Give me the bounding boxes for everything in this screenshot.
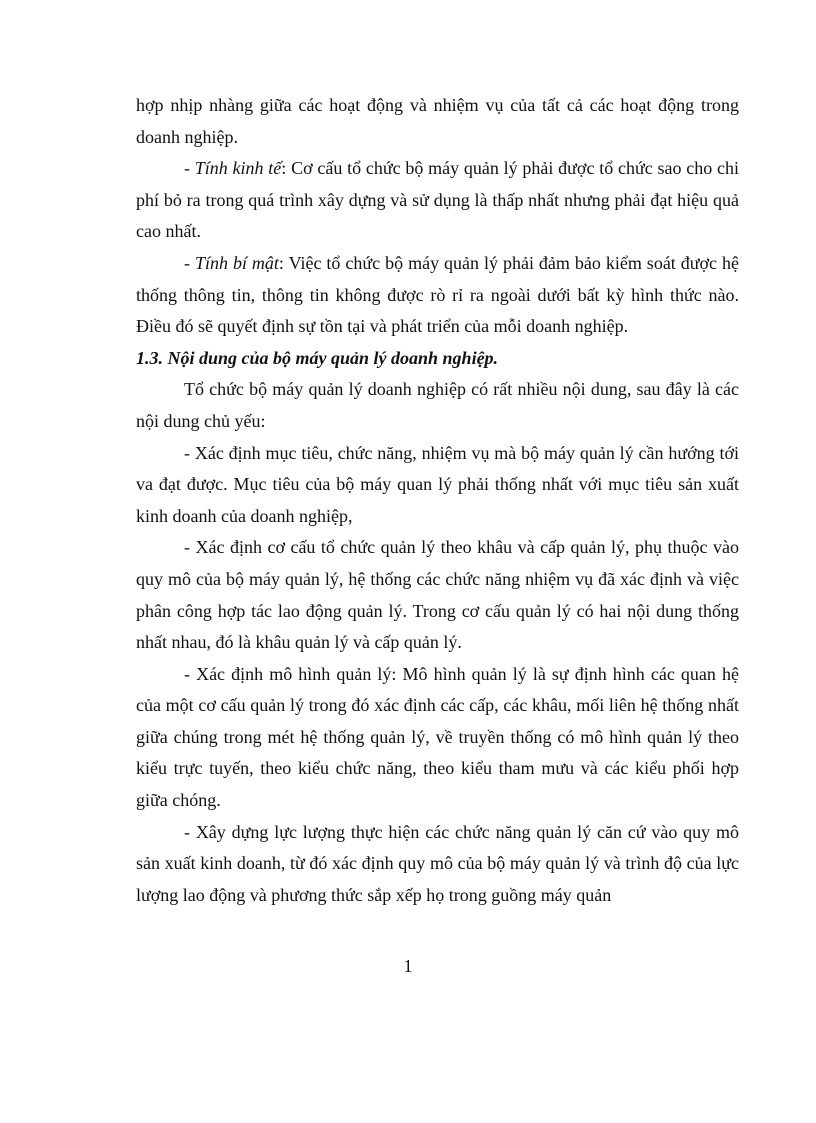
paragraph-workforce <box>136 817 739 912</box>
paragraph-text: - Xác định cơ cấu tổ chức quản lý theo khâu và cấp quản lý, phụ thuộc vào quy mô của bộ máy quản lý, hệ thống các chức năng nhiệm vụ đã xác định và việc phân công hợp tác lao động quản lý. Trong cơ cấu quản lý có hai nội dung thống nhất nhau, đó là khâu quản lý và cấp quản lý. <box>136 537 739 653</box>
paragraph-structure <box>136 532 739 658</box>
paragraph-text: Tổ chức bộ máy quản lý doanh nghiệp có rất nhiều nội dung, sau đây là các nội dung chủ yếu: <box>136 379 739 431</box>
page-number: 1 <box>403 956 413 976</box>
paragraph-text: : Cơ cấu tổ chức bộ máy quản lý phải được tổ chức sao cho chi phí bỏ ra trong quá trình xây dựng và sử dụng là thấp nhất nhưng phải đạt hiệu quả cao nhất. <box>136 158 739 242</box>
section-heading: 1.3. Nội dung của bộ máy quản lý doanh nghiệp. <box>136 347 499 368</box>
document-body <box>136 90 739 911</box>
paragraph-continuation <box>136 90 739 153</box>
dash-prefix: - <box>184 252 195 273</box>
paragraph-text: - Xác định mục tiêu, chức năng, nhiệm vụ mà bộ máy quản lý cần hướng tới va đạt được. Mục tiêu của bộ máy quan lý phải thống nhất với mục tiêu sản xuất kinh doanh của doanh nghiệp, <box>136 442 739 526</box>
paragraph-text: - Xây dựng lực lượng thực hiện các chức năng quản lý căn cứ vào quy mô sản xuất kinh doanh, từ đó xác định quy mô của bộ máy quản lý và trình độ của lực lượng lao động và phương thức sắp xếp họ trong guồng máy quản <box>136 821 739 905</box>
term-secrecy: Tính bí mật <box>194 252 279 273</box>
paragraph-objectives <box>136 438 739 533</box>
paragraph-text: hợp nhịp nhàng giữa các hoạt động và nhiệm vụ của tất cả các hoạt động trong doanh nghiệp. <box>136 95 739 147</box>
paragraph-intro <box>136 374 739 437</box>
paragraph-text: : Việc tổ chức bộ máy quản lý phải đảm bảo kiểm soát được hệ thống thông tin, thông tin không được rò rỉ ra ngoài dưới bất kỳ hình thức nào. Điều đó sẽ quyết định sự tồn tại và phát triển của mỗi doanh nghiệp. <box>136 252 739 337</box>
paragraph-text: - Xác định mô hình quản lý: Mô hình quản lý là sự định hình các quan hệ của một cơ cấu quản lý trong đó xác định các cấp, các khâu, mối liên hệ thống nhất giữa chúng trong mét hệ thống quản lý, về truyền thống có mô hình quản lý theo kiểu trực tuyến, theo kiểu chức năng, theo kiểu tham mưu và các kiểu phối hợp giữa chóng. <box>136 663 739 811</box>
dash-prefix: - <box>184 158 195 179</box>
paragraph-economic-principle <box>136 153 739 248</box>
term-economic: Tính kinh tế <box>194 158 282 179</box>
paragraph-model <box>136 659 739 817</box>
paragraph-secrecy-principle <box>136 248 739 343</box>
